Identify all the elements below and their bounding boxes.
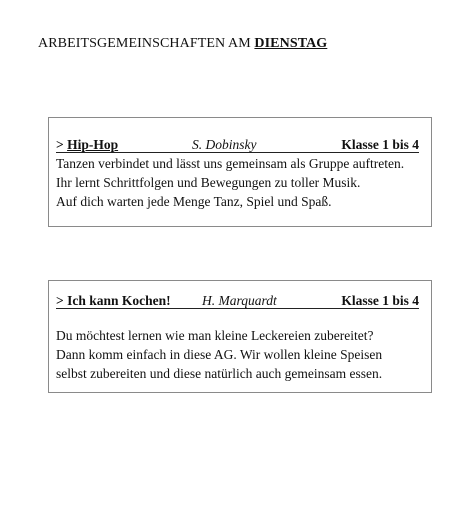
ag-card-header xyxy=(56,293,419,309)
ag-card-kochen xyxy=(48,280,432,393)
ag-name xyxy=(56,293,171,309)
arrow-marker: > xyxy=(56,293,64,308)
description-line: Tanzen verbindet und lässt uns gemeinsam als Gruppe auftreten. xyxy=(56,156,405,171)
ag-card-header xyxy=(56,137,419,153)
ag-classes: Klasse 1 bis 4 xyxy=(341,293,419,308)
ag-description xyxy=(56,154,419,211)
page-title-day: DIENSTAG xyxy=(254,36,328,51)
ag-teacher: S. Dobinsky xyxy=(192,137,257,152)
arrow-marker: > xyxy=(56,137,64,152)
description-line: Du möchtest lernen wie man kleine Leckereien zubereitet? xyxy=(56,328,374,343)
description-line: Dann komm einfach in diese AG. Wir wollen kleine Speisen xyxy=(56,347,383,362)
header-underline xyxy=(56,152,419,153)
description-line: Auf dich warten jede Menge Tanz, Spiel und Spaß. xyxy=(56,194,332,209)
header-underline xyxy=(56,308,419,309)
page-title-prefix: ARBEITSGEMEINSCHAFTEN AM xyxy=(38,36,255,51)
description-line: Ihr lernt Schrittfolgen und Bewegungen zu toller Musik. xyxy=(56,175,361,190)
description-line: selbst zubereiten und diese natürlich auch gemeinsam essen. xyxy=(56,366,383,381)
ag-classes: Klasse 1 bis 4 xyxy=(341,137,419,152)
ag-card-hip-hop xyxy=(48,117,432,227)
ag-title: Hip-Hop xyxy=(67,137,119,152)
ag-name xyxy=(56,137,118,153)
page-title xyxy=(38,36,327,52)
ag-description xyxy=(56,326,419,383)
ag-title: Ich kann Kochen! xyxy=(67,293,171,308)
ag-teacher: H. Marquardt xyxy=(202,293,277,308)
